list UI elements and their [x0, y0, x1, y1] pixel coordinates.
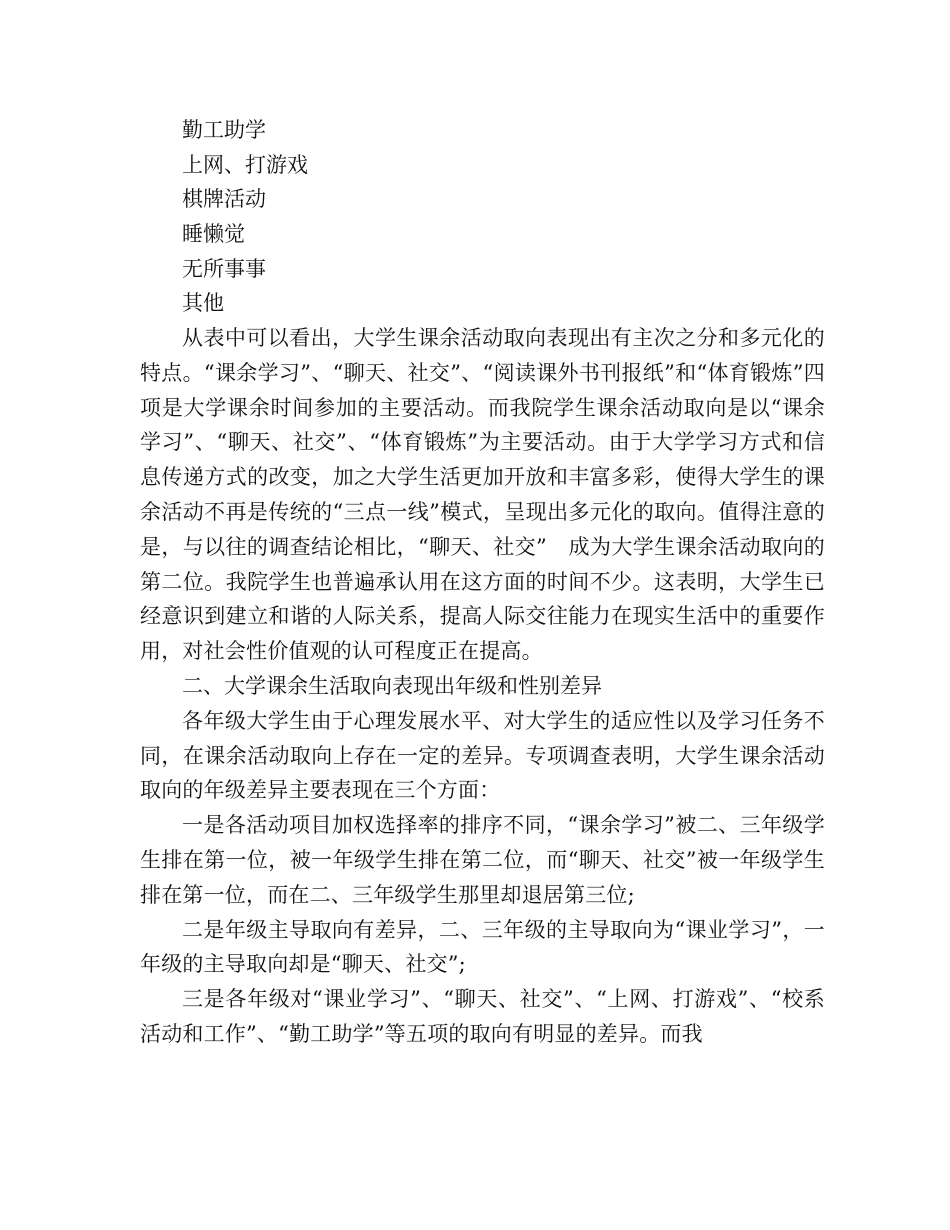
section-heading: 二、大学课余生活取向表现出年级和性别差异 [182, 673, 602, 698]
list-item: 上网、打游戏 [182, 152, 308, 177]
list-item: 无所事事 [182, 256, 266, 281]
body-text [140, 321, 825, 1052]
paragraph-point-three: 三是各年级对“课业学习”、“聊天、社交”、“上网、打游戏”、“校系活动和工作”、“勤工助学”等五项的取向有明显的差异。而我 [140, 987, 825, 1046]
list-item: 睡懒觉 [182, 222, 245, 247]
list-item: 棋牌活动 [182, 187, 266, 212]
paragraph-point-one: 一是各活动项目加权选择率的排序不同，“课余学习”被二、三年级学生排在第一位，被一年级学生排在第二位，而“聊天、社交”被一年级学生排在第一位，而在二、三年级学生那里却退居第三位; [140, 813, 825, 907]
list-item: 勤工助学 [182, 118, 266, 142]
paragraph-grade-differences: 各年级大学生由于心理发展水平、对大学生的适应性以及学习任务不同，在课余活动取向上存在一定的差异。专项调查表明，大学生课余活动取向的年级差异主要表现在三个方面： [140, 708, 825, 803]
paragraph-analysis: 从表中可以看出，大学生课余活动取向表现出有主次之分和多元化的特点。“课余学习”、“聊天、社交”、“阅读课外书刊报纸”和“体育锻炼”四项是大学课余时间参加的主要活动。而我院学生课余活动取向是以“课余学习”、“聊天、社交”、“体育锻炼”为主要活动。由于大学学习方式和信息传递方式的改变，加之大学生活更加开放和丰富多彩，使得大学生的课余活动不再是传统的“三点一线”模式，呈现出多元化的取向。值得注意的是，与以往的调查结论相比，“聊天、社交” 成为大学生课余活动取向的第二位。我院学生也普遍承认用在这方面的时间不少。这表明，大学生已经意识到建立和谐的人际关系，提高人际交往能力在现实生活中的重要作用，对社会性价值观的认可程度正在提高。 [140, 326, 825, 664]
activity-list [182, 113, 862, 321]
list-item: 其他 [182, 291, 224, 316]
paragraph-point-two: 二是年级主导取向有差异，二、三年级的主导取向为“课业学习”，一年级的主导取向却是“聊天、社交”; [140, 917, 825, 977]
